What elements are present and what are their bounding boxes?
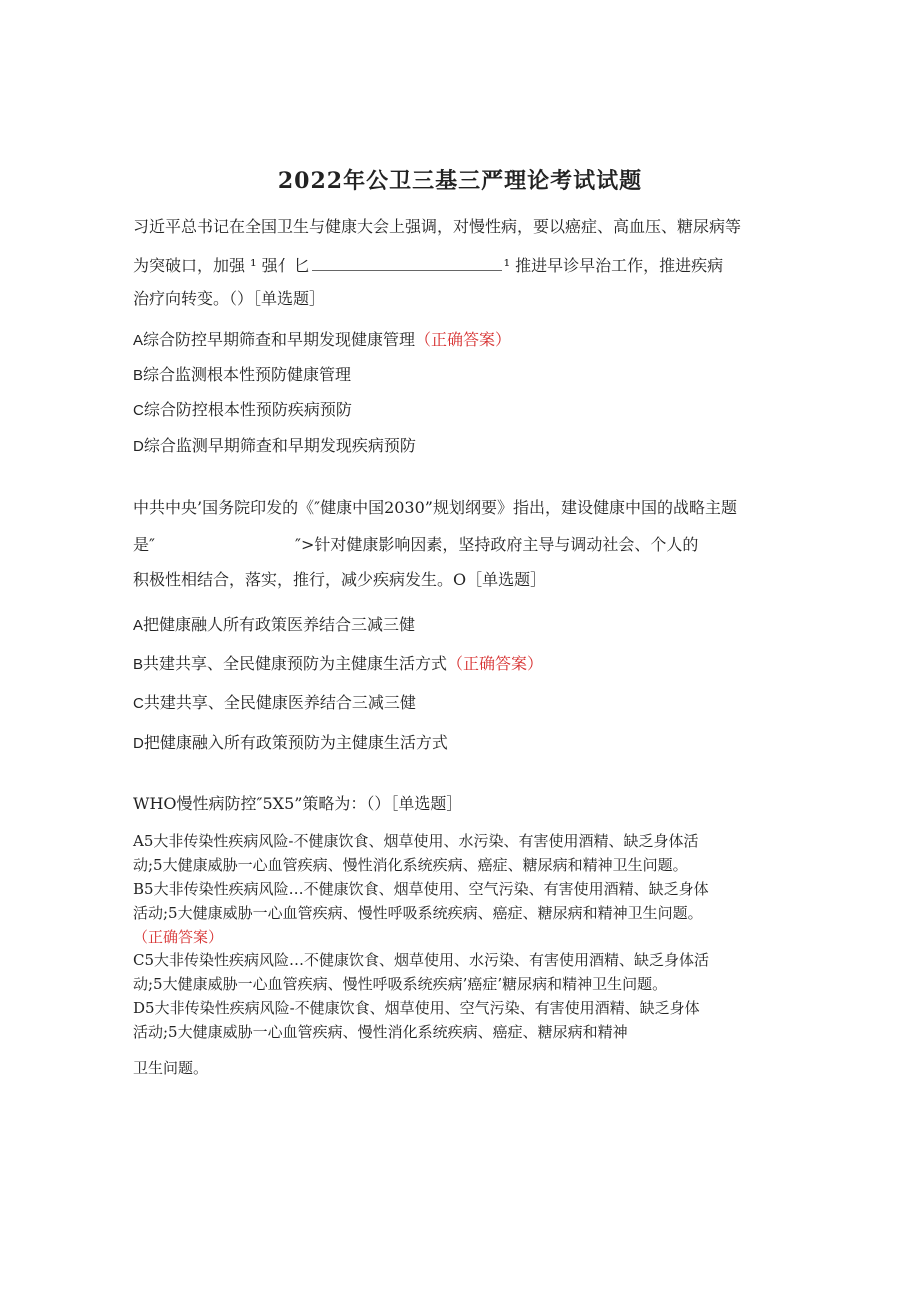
q1-correct-answer-tag: （正确答案） [415, 330, 512, 349]
q2-option-c-letter: C [133, 695, 144, 712]
q3-line: 卫生问题。 [133, 1059, 209, 1077]
q2-option-a-letter: A [133, 617, 144, 634]
q1-option-d [133, 436, 416, 457]
q1-option-a-text: 综合防控早期筛查和早期发现健康管理 [143, 330, 416, 349]
q3-line: D5大非传染性疾病风险-不健康饮食、烟草使用、空气污染、有害使用酒精、缺乏身体 [133, 999, 700, 1017]
q3-line: 动;5大健康威胁一心血管疾病、慢性呼吸系统疾病’癌症’糖尿病和精神卫生问题。 [133, 975, 668, 993]
q2-option-a [133, 615, 415, 636]
q3-line: 动;5大健康威胁一心血管疾病、慢性消化系统疾病、癌症、糖尿病和精神卫生问题。 [133, 856, 688, 874]
q2-option-b-text: 共建共享、全民健康预防为主健康生活方式 [143, 654, 448, 673]
q1-stem-line1: 习近平总书记在全国卫生与健康大会上强调，对慢性病，要以癌症、高血压、糖尿病等 [133, 217, 742, 236]
document-title: 2022年公卫三基三严理论考试试题 [277, 168, 643, 194]
q2-option-a-text: 把健康融人所有政策医养结合三减三健 [143, 615, 416, 634]
q2-option-d-letter: D [133, 735, 144, 752]
q3-stem: WHO慢性病防控″5X5”策略为：（）［单选题］ [133, 794, 463, 813]
q2-option-d-text: 把健康融入所有政策预防为主健康生活方式 [143, 733, 448, 752]
q1-option-a [133, 330, 511, 351]
q3-line: B5大非传染性疾病风险…不健康饮食、烟草使用、空气污染、有害使用酒精、缺乏身体 [133, 880, 709, 898]
q1-option-d-letter: D [133, 438, 144, 455]
q1-option-c-letter: C [133, 402, 144, 419]
q3-line: C5大非传染性疾病风险…不健康饮食、烟草使用、水污染、有害使用酒精、缺乏身体活 [133, 951, 710, 969]
q1-stem-line2-prefix: 为突破口，加强 ¹ 强亻匕 [133, 256, 310, 275]
q3-line: A5大非传染性疾病风险-不健康饮食、烟草使用、水污染、有害使用酒精、缺乏身体活 [133, 832, 699, 850]
q3-correct-answer-tag: （正确答案） [133, 928, 224, 946]
q1-stem-line3: 治疗向转变。（）［单选题］ [133, 289, 326, 308]
q1-option-a-letter: A [133, 332, 144, 349]
q2-stem-line1: 中共中央’国务院印发的《″健康中国2030”规划纲要》指出，建设健康中国的战略主题 [133, 498, 737, 517]
q1-option-b-text: 综合监测根本性预防健康管理 [143, 365, 352, 384]
q1-stem-line2-suffix: ¹ 推进早诊早治工作，推进疾病 [503, 256, 724, 275]
q2-option-b [133, 654, 543, 675]
q2-option-b-letter: B [133, 656, 144, 673]
q1-stem-line2 [133, 254, 723, 276]
q2-stem-line2-prefix: 是″ [133, 535, 155, 554]
q2-option-c-text: 共建共享、全民健康医养结合三减三健 [143, 693, 416, 712]
q2-stem-line2-suffix: ″>针对健康影响因素，坚持政府主导与调动社会、个人的 [294, 535, 699, 554]
q1-option-c-text: 综合防控根本性预防疾病预防 [143, 400, 352, 419]
q2-correct-answer-tag: （正确答案） [447, 654, 544, 673]
q3-line: 活动;5大健康威胁一心血管疾病、慢性呼吸系统疾病、癌症、糖尿病和精神卫生问题。 [133, 904, 703, 922]
q2-stem-line2 [133, 535, 698, 555]
q1-option-d-text: 综合监测早期筛查和早期发现疾病预防 [143, 436, 416, 455]
q1-option-c [133, 400, 352, 421]
q2-option-d [133, 733, 448, 754]
q2-option-c [133, 693, 416, 714]
q2-stem-line3: 积极性相结合，落实，推行，减少疾病发生。O［单选题］ [133, 570, 547, 589]
q1-option-b [133, 365, 351, 386]
q1-option-b-letter: B [133, 367, 144, 384]
q1-fill-blank [312, 254, 502, 271]
q3-line: 活动;5大健康威胁一心血管疾病、慢性消化系统疾病、癌症、糖尿病和精神 [133, 1023, 628, 1041]
